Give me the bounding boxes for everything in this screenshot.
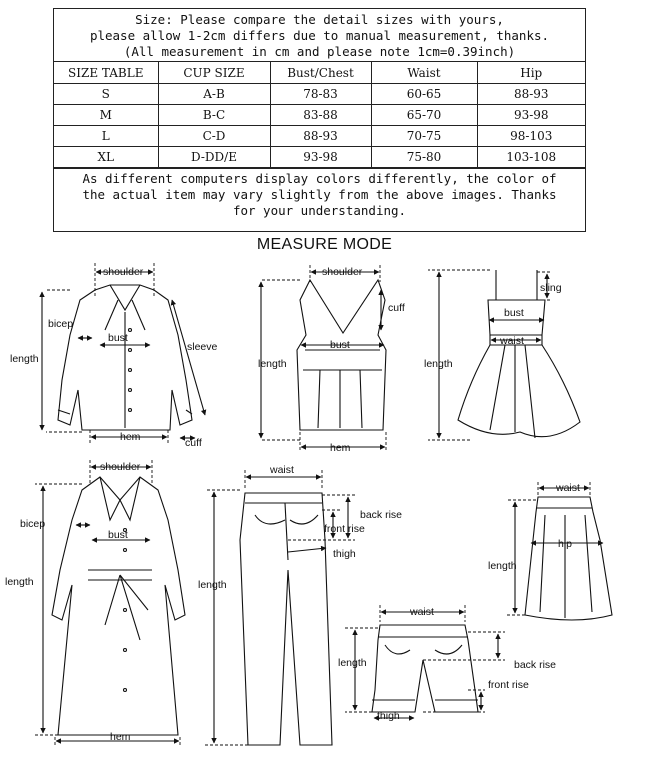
coat-bust-label: bust: [108, 529, 128, 541]
header-cup-size: CUP SIZE: [158, 62, 270, 84]
sundress-illustration: [458, 270, 580, 438]
tank-top-illustration: [297, 280, 386, 430]
skirt-hip-label: hip: [558, 538, 573, 550]
dress-waist-label: waist: [500, 335, 524, 347]
blouse-hem-label: hem: [120, 431, 141, 443]
jeans-back-rise-label: back rise: [360, 509, 403, 521]
dress-sling-label: sling: [540, 282, 562, 294]
table-cell: 65-70: [371, 105, 477, 126]
table-cell: 93-98: [270, 147, 371, 168]
header-size-table: SIZE TABLE: [54, 62, 158, 84]
shorts-thigh-label: thigh: [377, 710, 400, 722]
header-hip: Hip: [477, 62, 585, 84]
header-bust-chest: Bust/Chest: [270, 62, 371, 84]
disclaimer-line-1: As different computers display colors differently, the color of: [82, 171, 557, 186]
table-cell: 98-103: [477, 126, 585, 147]
table-cell: 70-75: [371, 126, 477, 147]
blouse-sleeve-label: sleeve: [187, 341, 218, 353]
disclaimer-line-2: the actual item may vary slightly from the above images. Thanks: [82, 187, 557, 202]
table-cell: D-DD/E: [158, 147, 270, 168]
skirt-illustration: [525, 497, 612, 620]
table-cell: 88-93: [270, 126, 371, 147]
jeans-front-rise-label: front rise: [324, 523, 365, 535]
measure-mode-title: MEASURE MODE: [256, 236, 393, 253]
table-cell: A-B: [158, 84, 270, 105]
coat-shoulder-label: shoulder: [100, 461, 141, 473]
tank-length-label: length: [258, 358, 287, 370]
jeans-length-label: length: [198, 579, 227, 591]
coat-length-label: length: [5, 576, 34, 588]
table-cell: 75-80: [371, 147, 477, 168]
shorts-waist-label: waist: [410, 606, 434, 618]
table-cell: B-C: [158, 105, 270, 126]
jeans-waist-label: waist: [270, 464, 294, 476]
shorts-illustration: [372, 625, 478, 712]
tank-shoulder-label: shoulder: [322, 266, 363, 278]
blouse-bicep-label: bicep: [48, 318, 74, 330]
coat-hem-label: hem: [110, 731, 131, 743]
blouse-bust-label: bust: [108, 332, 128, 344]
skirt-length-label: length: [488, 560, 517, 572]
jeans-illustration: [240, 493, 332, 745]
blouse-cuff-label: cuff: [185, 437, 202, 449]
shorts-back-rise-label: back rise: [514, 659, 557, 671]
table-cell: 78-83: [270, 84, 371, 105]
blouse-illustration: [58, 285, 192, 430]
tank-bust-label: bust: [330, 339, 350, 351]
table-cell: 88-93: [477, 84, 585, 105]
coat-bicep-label: bicep: [20, 518, 46, 530]
tank-hem-label: hem: [330, 442, 351, 454]
blouse-shoulder-label: shoulder: [103, 266, 144, 278]
table-cell: 103-108: [477, 147, 585, 168]
coat-illustration: [52, 477, 185, 735]
table-cell: S: [54, 84, 158, 105]
notice-line-3: (All measurement in cm and please note 1cm=0.39inch): [123, 44, 516, 59]
shorts-length-label: length: [338, 657, 367, 669]
table-cell: C-D: [158, 126, 270, 147]
jeans-thigh-label: thigh: [333, 548, 356, 560]
table-cell: 93-98: [477, 105, 585, 126]
table-cell: 83-88: [270, 105, 371, 126]
table-cell: XL: [54, 147, 158, 168]
table-cell: M: [54, 105, 158, 126]
shorts-front-rise-label: front rise: [488, 679, 529, 691]
skirt-waist-label: waist: [556, 482, 580, 494]
notice-line-1: Size: Please compare the detail sizes with yours,: [135, 12, 504, 27]
tank-cuff-label: cuff: [388, 302, 405, 314]
header-waist: Waist: [371, 62, 477, 84]
blouse-length-label: length: [10, 353, 39, 365]
dress-length-label: length: [424, 358, 453, 370]
table-cell: 60-65: [371, 84, 477, 105]
disclaimer-line-3: for your understanding.: [232, 203, 407, 218]
notice-line-2: please allow 1-2cm differs due to manual measurement, thanks.: [89, 28, 550, 43]
table-cell: L: [54, 126, 158, 147]
dress-bust-label: bust: [504, 307, 524, 319]
